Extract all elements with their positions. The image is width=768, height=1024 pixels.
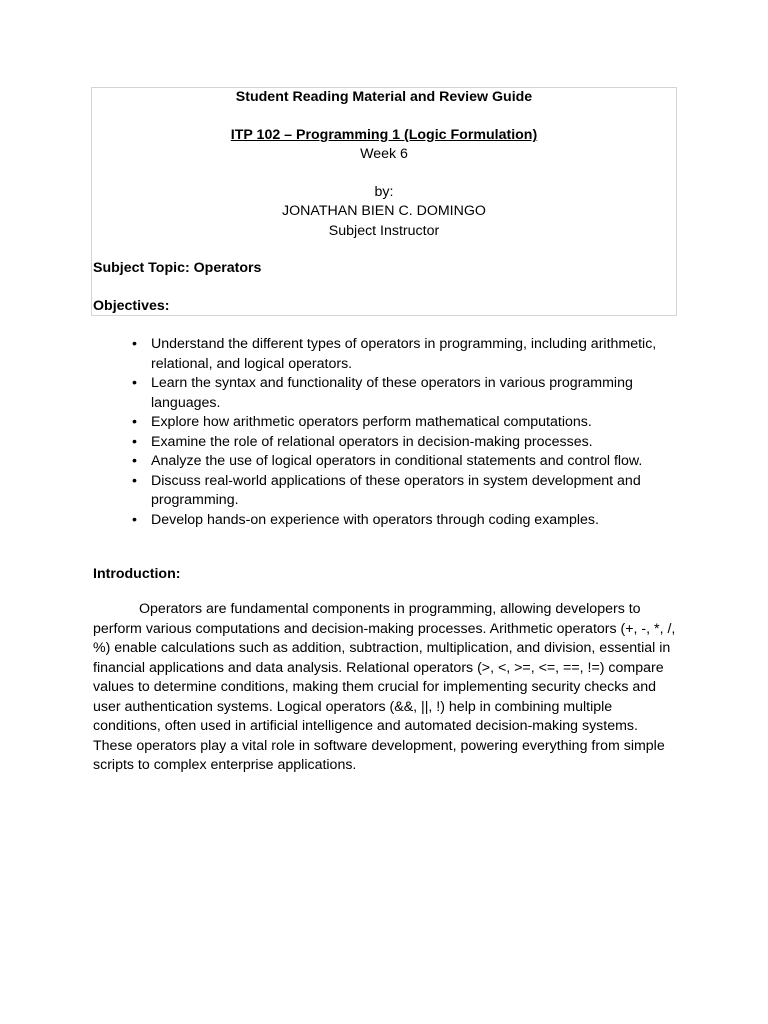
objective-text: Examine the role of relational operators in decision-making processes.	[151, 433, 593, 450]
bullet-icon: •	[132, 511, 137, 528]
bullet-icon: •	[132, 472, 137, 489]
objective-text: Understand the different types of operators in programming, including arithmetic, relational, and logical operators.	[151, 336, 657, 372]
bullet-icon: •	[132, 414, 137, 430]
bullet-icon: •	[132, 375, 137, 391]
introduction-heading: Introduction:	[93, 566, 181, 582]
objective-item	[132, 433, 681, 453]
objective-text: Explore how arithmetic operators perform mathematical computations.	[151, 414, 592, 430]
objective-text: Analyze the use of logical operators in conditional statements and control flow.	[151, 453, 643, 469]
objective-item	[132, 452, 681, 472]
bullet-icon: •	[132, 336, 137, 352]
objective-text: Learn the syntax and functionality of these operators in various programming languages.	[151, 375, 633, 411]
author-name: JONATHAN BIEN C. DOMINGO	[282, 203, 486, 219]
week-label: Week 6	[360, 146, 408, 162]
introduction-paragraph: Operators are fundamental components in programming, allowing developers to perform various computations and decision-making processes. Arithmetic operators (+, -, *, /, %) enable calculations such as addition, subtraction, multiplication, and division, essential in financial applications and data analysis. Relational operators (>, <, >=, <=, ==, !=) compare values to determine conditions, making them crucial for implementing security checks and user authentication systems. Logical operators (&&, ||, !) help in combining multiple conditions, often used in artificial intelligence and automated decision-making systems. These operators play a vital role in software development, powering everything from simple scripts to complex enterprise applications.	[93, 601, 676, 773]
course-title-text: ITP 102 – Programming 1 (Logic Formulation)	[230, 127, 538, 143]
objectives-heading: Objectives:	[93, 298, 170, 314]
objective-text: Discuss real-world applications of these operators in system development and programming.	[151, 472, 641, 508]
bullet-icon: •	[132, 433, 137, 450]
subject-topic: Subject Topic: Operators	[93, 260, 262, 276]
objective-text: Develop hands-on experience with operators through coding examples.	[151, 511, 599, 528]
objective-item	[132, 335, 681, 374]
guide-title: Student Reading Material and Review Guide	[235, 89, 533, 105]
course-title	[91, 126, 677, 146]
objective-item	[132, 472, 681, 511]
bullet-icon: •	[132, 453, 137, 469]
by-label: by:	[374, 184, 394, 200]
objective-item	[132, 413, 681, 433]
objectives-list	[132, 335, 681, 530]
objective-item	[132, 374, 681, 413]
author-role: Subject Instructor	[328, 223, 440, 239]
objective-item	[132, 511, 681, 531]
